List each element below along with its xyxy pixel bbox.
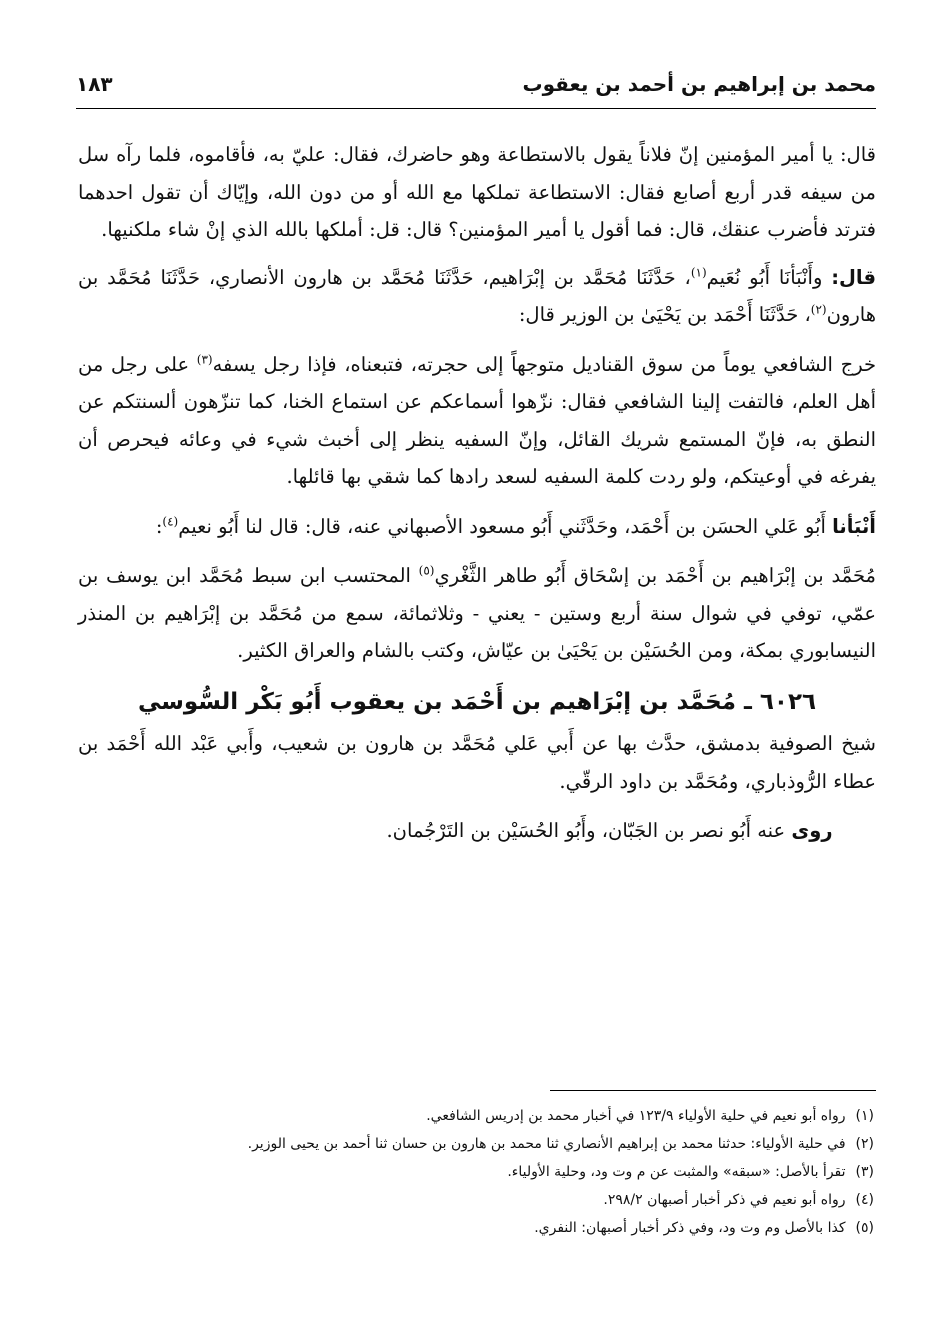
footnote-text: رواه أبو نعيم في حلية الأولياء ١٢٣/٩ في أخبار محمد بن إدريس الشافعي. <box>426 1108 846 1124</box>
footnote-divider <box>550 1090 876 1091</box>
footnote <box>60 1186 874 1214</box>
footnote-text: في حلية الأولياء: حدثنا محمد بن إبراهيم الأنصاري ثنا محمد بن هارون بن حسان ثنا أحمد بن يحيى الوزير. <box>247 1136 846 1152</box>
footnotes <box>60 1102 874 1242</box>
footnote-ref: (١) <box>690 265 707 279</box>
paragraph-text: عنه أَبُو نصر بن الجَبّان، وأَبُو الحُسَيْن بن التَرْجُمان. <box>386 819 792 842</box>
paragraph-text: المحتسب ابن سبط مُحَمَّد ابن يوسف بن عمّي، توفي في شوال سنة أربع وستين - يعني - وثلاثمائة، سمع من مُحَمَّد بن إبْرَاهيم بن المنذر النيسابوري بمكة، ومن الحُسَيْن بن يَحْيَىٰ بن عيّاش، وكتب بالشام والعراق الكثير. <box>78 564 876 662</box>
footnote <box>60 1214 874 1242</box>
running-title: محمد بن إبراهيم بن أحمد بن يعقوب <box>522 72 876 96</box>
footnote-ref: (٤) <box>162 514 179 528</box>
footnote <box>60 1158 874 1186</box>
paragraph-5 <box>78 557 876 670</box>
paragraph-text: مُحَمَّد بن إبْرَاهيم بن أَحْمَد بن إسْحَاق أَبُو طاهر الثَّغْري <box>434 564 876 587</box>
paragraph-text: على رجل من أهل العلم، فالتفت إلينا الشافعي فقال: نزّهوا أسماعكم عن استماع الخنا، كما تنزّهون ألسنتكم عن النطق به، فإنّ المستمع شريك القائل، وإنّ السفيه ينظر إلى أخبث شيء في وعائه فيحرص أن يفرغه في أوعيتكم، ولو ردت كلمة السفيه لسعد رادها كما شقي بها قائلها. <box>78 352 876 488</box>
footnote-text: كذا بالأصل وم وت ود، وفي ذكر أخبار أصبهان: النفري. <box>534 1220 846 1236</box>
page-number: ١٨٣ <box>76 72 113 96</box>
paragraph-lead: قال: <box>831 265 876 289</box>
footnote-number: (١) <box>855 1108 874 1124</box>
paragraph-lead: أَنْبَأنا <box>832 514 876 538</box>
paragraph-lead: روى <box>791 819 833 842</box>
paragraph-2 <box>78 259 876 334</box>
footnote-number: (٣) <box>855 1164 874 1180</box>
footnote-ref: (٥) <box>418 563 435 578</box>
paragraph-text: وأَنْبَأنَا أَبُو نُعَيم <box>706 265 832 289</box>
paragraph-text: خرج الشافعي يوماً من سوق القناديل متوجهاً إلى حجرته، فتبعناه، فإذا رجل يسفه <box>212 352 877 376</box>
footnote-number: (٢) <box>855 1136 874 1152</box>
footnote-text: تقرأ بالأصل: «سبقه» والمثبت عن م وت ود، وحلية الأولياء. <box>507 1164 846 1180</box>
paragraph-text: ، حَدَّثَنَا مُحَمَّد بن إبْرَاهيم، حَدَّثَنَا مُحَمَّد بن هارون الأنصاري، حَدَّثَنَا مُحَمَّد بن هارون <box>78 265 876 326</box>
paragraph-1: قال: يا أمير المؤمنين إنّ فلاناً يقول بالاستطاعة وهو حاضرك، فقال: عليّ به، فأقاموه، فلما رآه سل من سيفه قدر أربع أصابع فقال: الاستطاعة تملكها مع الله أو من دون الله، وإيّاك أن تقول احدهما فترتد فأضرب عنقك، قال: فما أقول يا أمير المؤمنين؟ قال: قل: أملكها بالله الذي إنْ شاء ملكنيها. <box>78 143 876 241</box>
footnote-number: (٤) <box>855 1192 874 1208</box>
footnote-text: رواه أبو نعيم في ذكر أخبار أصبهان ٢٩٨/٢. <box>603 1192 846 1208</box>
biography-paragraph-2 <box>78 812 876 850</box>
footnote-ref: (٢) <box>810 302 827 317</box>
biography-heading: ٦٠٢٦ ـ مُحَمَّد بن إبْرَاهيم بن أَحْمَد بن يعقوب أَبُو بَكْر السُّوسي <box>137 688 817 715</box>
footnote <box>60 1102 874 1130</box>
paragraph-4 <box>78 508 876 546</box>
footnote <box>60 1130 874 1158</box>
paragraph-text: : <box>155 514 163 538</box>
paragraph-text: ، حَدَّثَنَا أَحْمَد بن يَحْيَىٰ بن الوزير قال: <box>518 303 811 326</box>
footnote-ref: (٣) <box>196 352 213 366</box>
main-text <box>78 136 876 862</box>
page-header <box>76 60 876 109</box>
biography-paragraph-1: شيخ الصوفية بدمشق، حدَّث بها عن أَبي عَلي مُحَمَّد بن هارون بن شعيب، وأَبي عَبْد الله أَحْمَد بن عطاء الرُّوذباري، ومُحَمَّد بن داود الرقّي. <box>78 732 876 793</box>
footnote-number: (٥) <box>855 1220 874 1236</box>
paragraph-text: أَبُو عَلي الحسَن بن أَحْمَد، وحَدَّثَني أَبُو مسعود الأصبهاني عنه، قال: قال لنا أَبُو نعيم <box>178 514 833 538</box>
paragraph-3 <box>78 346 876 496</box>
